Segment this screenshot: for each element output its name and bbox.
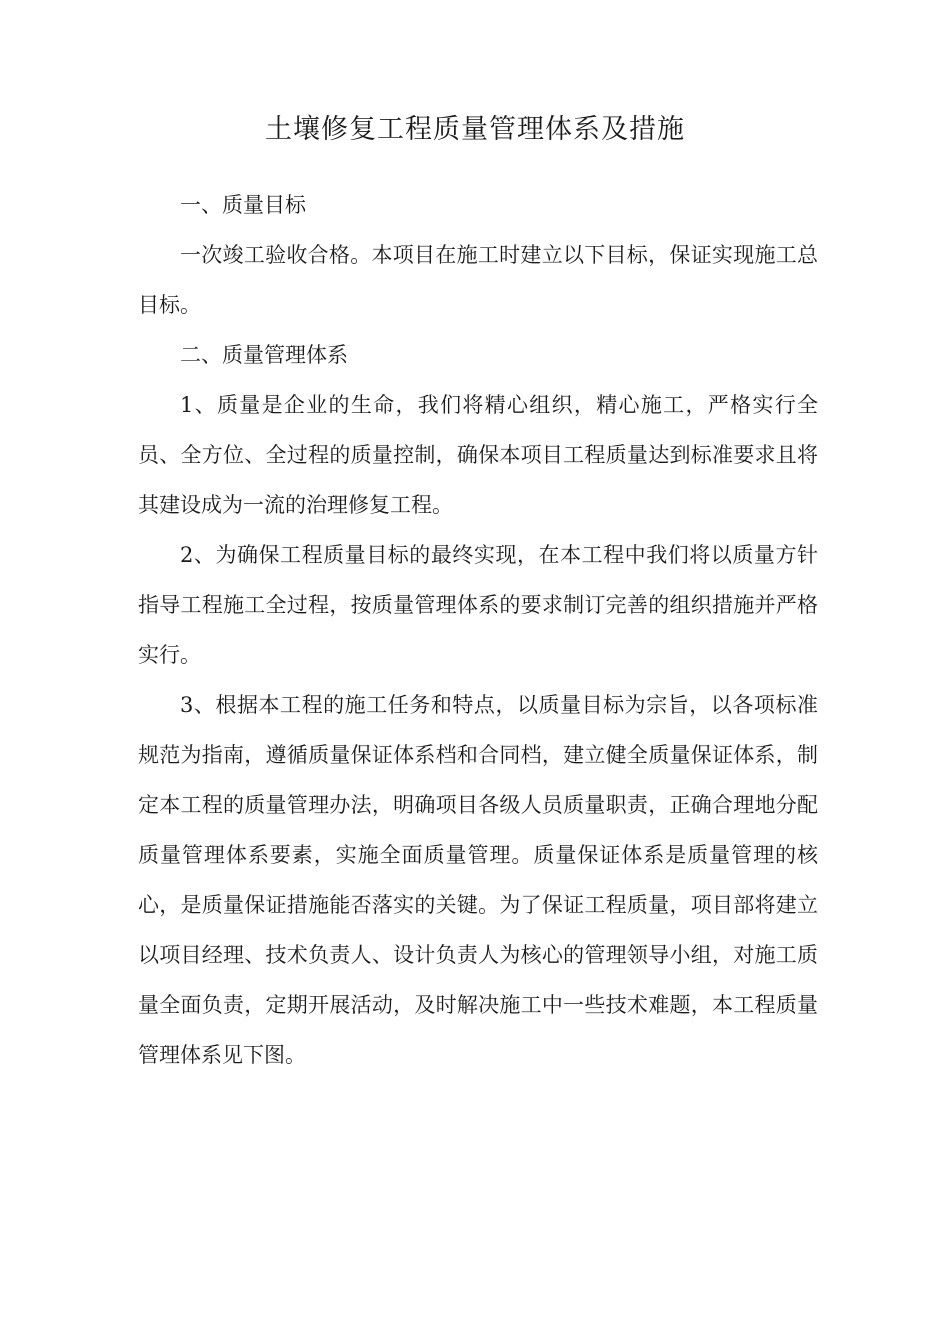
document-body	[138, 180, 818, 1080]
section-heading-quality-system: 二、质量管理体系	[180, 343, 348, 367]
paragraph-item-3: 3、根据本工程的施工任务和特点，以质量目标为宗旨，以各项标准规范为指南，遵循质量保证体系档和合同档，建立健全质量保证体系，制定本工程的质量管理办法，明确项目各级人员质量职责，正确合理地分配质量管理体系要素，实施全面质量管理。质量保证体系是质量管理的核心，是质量保证措施能否落实的关键。为了保证工程质量，项目部将建立以项目经理、技术负责人、设计负责人为核心的管理领导小组，对施工质量全面负责，定期开展活动，及时解决施工中一些技术难题，本工程质量管理体系见下图。	[138, 693, 818, 1067]
paragraph-item-2: 2、为确保工程质量目标的最终实现，在本工程中我们将以质量方针指导工程施工全过程，按质量管理体系的要求制订完善的组织措施并严格实行。	[138, 543, 818, 667]
paragraph-item-1: 1、质量是企业的生命，我们将精心组织，精心施工，严格实行全员、全方位、全过程的质量控制，确保本项目工程质量达到标准要求且将其建设成为一流的治理修复工程。	[138, 393, 818, 517]
document-title: 土壤修复工程质量管理体系及措施	[265, 114, 685, 145]
section-heading-quality-goal: 一、质量目标	[180, 193, 306, 217]
paragraph-quality-goal: 一次竣工验收合格。本项目在施工时建立以下目标，保证实现施工总目标。	[138, 243, 818, 317]
